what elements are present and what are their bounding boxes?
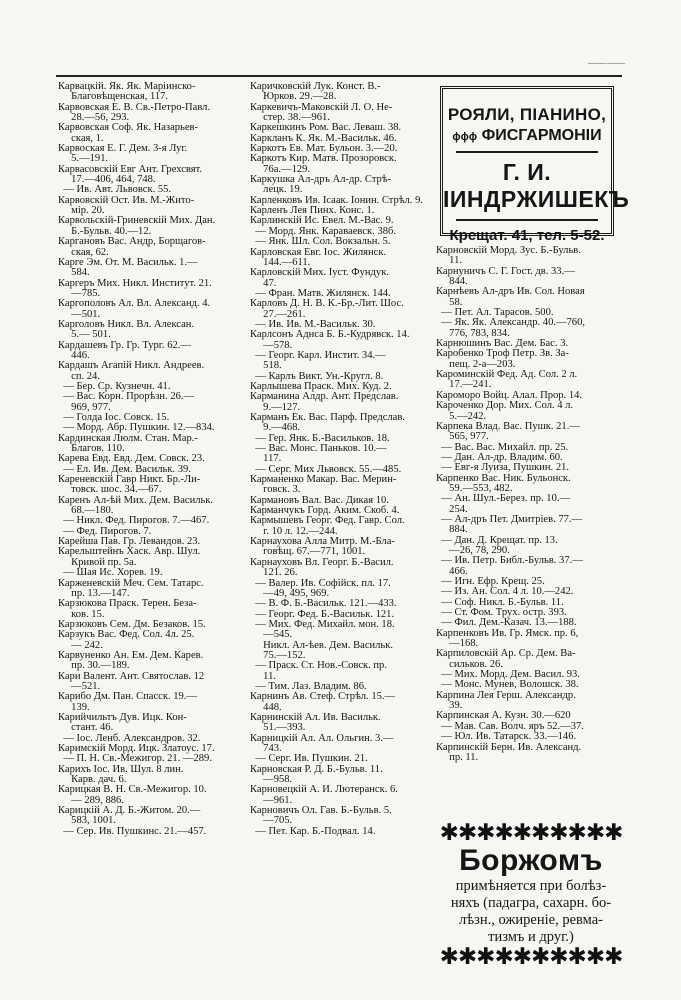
directory-entry-line: — Ан. Шул.-Берез. пр. 10.— <box>436 493 571 505</box>
directory-entry-line: стант. 46. <box>58 722 114 734</box>
directory-entry-line: Карленковъ Ив. Ісаак. Іонин. Стрѣл. 9. <box>250 194 423 206</box>
directory-entry-line: 47. <box>250 277 277 289</box>
directory-entry-line: 448. <box>250 701 282 713</box>
directory-entry-line: 5.—191. <box>58 153 109 165</box>
directory-entry-line: —961. <box>250 794 293 806</box>
directory-entry-line: — Мих. Морд. Дем. Васил. 93. <box>436 669 580 681</box>
ad-address: Крещат. 41, тел. 5-52. <box>449 227 605 244</box>
directory-entry-line: Карловскій Мих. Іуст. Фундук. <box>250 267 389 279</box>
directory-entry-line: Карийчильтъ Дув. Ицк. Кон- <box>58 711 187 723</box>
directory-entry-line: — Шая Ис. Хорев. 19. <box>58 567 163 579</box>
directory-entry-line: Каргеръ Мих. Никл. Институт. 21. <box>58 277 212 289</box>
ad-company-name: Г. И. ІИНДРЖИШЕКЪ <box>443 159 630 212</box>
directory-entry-line: — Георг. Карл. Инстит. 34.— <box>250 349 386 361</box>
directory-entry-line: — Ел. Ив. Дем. Васильк. 39. <box>58 463 191 475</box>
directory-entry-line: 583, 1001. <box>58 815 117 827</box>
directory-entry-line: лецк. 19. <box>250 184 303 196</box>
directory-entry-line: Карпека Влад. Вас. Пушк. 21.— <box>436 420 580 432</box>
ad-line-harmoniums <box>443 127 611 145</box>
directory-entry-line: 969, 977. <box>58 401 111 413</box>
directory-entry-line: — Пет. Ал. Тарасов. 500. <box>436 307 554 319</box>
directory-entry-line: пр. 13.—147. <box>58 587 130 599</box>
directory-entry-line: Карге Эм. От. М. Васильк. 1.— <box>58 256 198 268</box>
directory-entry-line: Карпинскій Берн. Ив. Александ. <box>436 741 582 753</box>
directory-entry-line: 254. <box>436 503 468 515</box>
directory-entry-line: — Соф. Никл. Б.-Бульв. 11. <box>436 596 564 608</box>
borzhom-line: примѣняется при болѣз- <box>455 878 607 894</box>
directory-entry-line: 27.—261. <box>250 308 306 320</box>
directory-entry-line: — Мих. Фед. Михайл. мон. 18. <box>250 618 395 630</box>
directory-entry-line: — Вас. Корн. Прорѣзн. 26.— <box>58 391 195 403</box>
directory-entry-line: — Тим. Лаз. Владим. 86. <box>250 680 367 692</box>
directory-entry-line: Кармановъ Вал. Вас. Дикая 10. <box>250 494 389 506</box>
directory-entry-line: — Из. Ан. Сол. 4 л. 10.—242. <box>436 586 574 598</box>
directory-entry-line: — Іос. Ленб. Александров. 32. <box>58 732 201 744</box>
directory-entry-line: — Сер. Ив. Пушкинс. 21.—457. <box>58 825 207 837</box>
directory-entry-line: Карвасовскій Евг Ант. Грехсвят. <box>58 163 203 175</box>
directory-entry-line: Карлсонъ Аднса Б. Б.-Кудрявск. 14. <box>250 329 410 341</box>
directory-entry-line: ская, 62. <box>58 246 109 258</box>
directory-entry-line: 17.—241. <box>436 379 492 391</box>
directory-entry-line: Карзукъ Вас. Фед. Сол. 4л. 25. <box>58 629 195 641</box>
directory-entry-line: 51.—393. <box>250 722 306 734</box>
directory-entry-line: товск. шос. 34.—67. <box>58 484 162 496</box>
directory-entry-line: —168. <box>436 638 479 650</box>
directory-entry-line: пр. 30.—189. <box>58 660 130 672</box>
directory-entry-line: 466. <box>436 565 468 577</box>
page-mark: —— <box>588 52 626 72</box>
directory-entry-line: — Дан. Д. Крещат. пр. 13. <box>436 534 558 546</box>
directory-entry-line: Каркевичъ-Маковскій Л. О. Не- <box>250 101 393 113</box>
directory-entry-line: — Пет. Кар. Б.-Подвал. 14. <box>250 825 376 837</box>
directory-entry-line: Кардинская Люлм. Стан. Мар.- <box>58 432 198 444</box>
directory-entry-line: сп. 24. <box>58 370 100 382</box>
directory-entry-line: — Серг. Мих Львовск. 55.—485. <box>250 463 402 475</box>
directory-entry-line: 76а.—129. <box>250 163 311 175</box>
directory-entry-line: 59.—553, 482. <box>436 482 513 494</box>
directory-entry-line: Карпенковъ Ив. Гр. Ямск. пр. 6, <box>436 627 579 639</box>
directory-entry-line: Каркотъ Ев. Мат. Бульон. 3.—20. <box>250 143 398 155</box>
ornament-icon: ɸɸɸ <box>452 131 478 143</box>
directory-entry-line: 28.—56, 293. <box>58 112 130 124</box>
directory-entry-line: Карновскій Морд. Зус. Б.-Бульв. <box>436 245 581 256</box>
directory-entry-line: Никл. Ал-ѣев. Дем. Васильк. <box>250 639 393 651</box>
directory-entry-line: Кароморо Войц. Алал. Прор. 14. <box>436 389 583 401</box>
directory-entry-line: —785. <box>58 287 101 299</box>
directory-entry-line: — Георг. Фед. Б.-Васильк. 121. <box>250 608 395 620</box>
directory-entry-line: 565, 977. <box>436 431 489 443</box>
directory-entry-line: — Гер. Янк. Б.-Васильков. 18. <box>250 432 390 444</box>
directory-column-3 <box>436 246 624 763</box>
directory-entry-line: 17.—406, 464, 748. <box>58 174 156 186</box>
directory-entry-line: Карнинъ Ав. Стеф. Стрѣл. 15.— <box>250 691 396 703</box>
directory-entry-line: — Ив. Петр. Библ.-Бульв. 37.— <box>436 555 583 567</box>
directory-entry-line: Карнюшинъ Вас. Дем. Бас. 3. <box>436 338 569 350</box>
directory-entry-line: — Бер. Ср. Кузнечн. 41. <box>58 380 171 392</box>
directory-entry-line: 584. <box>58 267 90 279</box>
directory-entry-line: Каробенко Троф Петр. Зв. За- <box>436 348 569 360</box>
piano-advertisement <box>440 86 630 244</box>
directory-entry-line: 5.— 501. <box>58 329 111 341</box>
directory-entry-line: Карманчукъ Горд. Аким. Скоб. 4. <box>250 505 400 517</box>
directory-entry-line: Карвовская Соф. Як. Назарьев- <box>58 122 199 134</box>
directory-entry-line: Карзюкова Праск. Терен. Беза- <box>58 598 197 610</box>
directory-entry-line: — Морд. Янк. Караваевск. 38б. <box>250 225 396 237</box>
directory-entry-line: — Ив. Авт. Львовск. 55. <box>58 184 172 196</box>
ad-rule-bottom <box>456 219 597 221</box>
directory-entry-line: Карголовъ Никл. Вл. Алексан. <box>58 318 195 330</box>
directory-entry-line: 5.—242. <box>436 410 487 422</box>
directory-entry-line: Кардашъ Агапій Никл. Андреев. <box>58 360 205 372</box>
directory-entry-line: Карв. дач. 6. <box>58 774 127 786</box>
directory-entry-line: стер. 38.—961. <box>250 112 330 124</box>
directory-entry-line: Карманенко Макар. Вас. Мерин- <box>250 474 397 486</box>
directory-entry-line: 58. <box>436 296 463 308</box>
directory-entry-line: сильков. 26. <box>436 658 503 670</box>
directory-entry-line: — Вас. Вас. Михайл. пр. 25. <box>436 441 569 453</box>
directory-entry-line: Благов. 110. <box>58 443 125 455</box>
directory-entry-line: Карнинскій Ал. Ив. Васильк. <box>250 711 381 723</box>
directory-entry-line: —501. <box>58 308 101 320</box>
directory-entry-line: Благовѣщенская, 117. <box>58 91 169 103</box>
directory-entry-line: — Никл. Фед. Пирогов. 7.—467. <box>58 515 210 527</box>
directory-entry-line: Карейша Пав. Гр. Левандов. 23. <box>58 536 201 548</box>
directory-entry-line: пещ. 2-а—203. <box>436 358 516 370</box>
directory-entry-line: Карвуненко Ан. Ем. Дем. Карев. <box>58 649 204 661</box>
directory-entry-line: Юрков. 29.—28. <box>250 91 337 103</box>
directory-entry-line: Карвацкій. Як. Як. Маріинско- <box>58 81 196 92</box>
directory-entry-line: говѣщ. 67.—771, 1001. <box>250 546 366 558</box>
directory-entry-line: — Игн. Ефр. Крещ. 25. <box>436 576 545 587</box>
directory-entry-line: Карманина Алдр. Ант. Предслав. <box>250 391 399 403</box>
directory-entry-line: Карновецкій А. И. Лютеранск. 6. <box>250 784 398 796</box>
directory-entry-line: Каркланъ К. Як. М.-Васильк. 46. <box>250 132 397 144</box>
directory-entry-line: Карнѣевъ Ал-дръ Ив. Сол. Новая <box>436 286 585 298</box>
directory-entry-line: ская, 1. <box>58 132 104 144</box>
directory-entry-line: 518. <box>250 360 282 372</box>
directory-entry-line: Карева Евд. Евд. Дем. Совск. 23. <box>58 453 205 465</box>
directory-entry-line: — Ив. Ив. М.-Васильк. 30. <box>250 318 376 330</box>
star-border-top-icon: ✱✱✱✱✱✱✱✱✱✱ <box>439 820 623 846</box>
directory-entry-line: Карженевскій Меч. Сем. Татарс. <box>58 577 204 589</box>
directory-entry-line: 776, 783, 834. <box>436 327 510 339</box>
directory-entry-line: Кароминскій Фед. Ад. Сол. 2 л. <box>436 369 578 381</box>
directory-entry-line: 884. <box>436 524 468 536</box>
ad-rule-top <box>456 151 597 153</box>
directory-entry-line: Каргановъ Вас. Андр, Борщагов- <box>58 236 206 248</box>
directory-entry-line: г. 10 л. 12.—244. <box>250 525 338 537</box>
directory-entry-line: міp. 20. <box>58 205 105 217</box>
directory-entry-line: — 289, 886. <box>58 794 124 806</box>
directory-entry-line: Карницкій Ал. Ал. Ольгин. 3.— <box>250 732 394 744</box>
directory-entry-line: Карзюковъ Сем. Дм. Безаков. 15. <box>58 618 206 630</box>
directory-entry-line: — Як. Як. Александр. 40.—760, <box>436 317 585 329</box>
directory-entry-line: Каркотъ Кир. Матв. Прозоровск. <box>250 153 397 165</box>
borzhom-title: Боржомъ <box>459 844 603 877</box>
directory-column-2 <box>250 82 432 837</box>
directory-entry-line: Карнауховъ Вл. Георг. Б.-Васил. <box>250 556 394 568</box>
directory-entry-line: Карицкій А. Д. Б.-Житом. 20.— <box>58 805 201 817</box>
directory-entry-line: 446. <box>58 349 90 361</box>
directory-entry-line: Кареневскій Гавр Никт. Бр.-Ли- <box>58 474 201 486</box>
directory-entry-line: Карпина Лея Герш. Александр. <box>436 689 576 701</box>
directory-entry-line: —49, 495, 969. <box>250 587 330 599</box>
directory-entry-line: Кривой пр. 5а. <box>58 556 137 568</box>
directory-entry-line: —578. <box>250 339 293 351</box>
directory-entry-line: Б.-Бульв. 40.—12. <box>58 225 152 237</box>
directory-column-1 <box>58 82 246 837</box>
borzhom-line: лѣзн., ожиреніе, ревма- <box>459 912 603 928</box>
directory-entry-line: 9.—468. <box>250 422 301 434</box>
directory-entry-line: — 242. <box>58 639 103 651</box>
borzhom-advertisement <box>436 822 626 992</box>
borzhom-body <box>436 878 626 946</box>
directory-entry-line: — П. Н. Св.-Межигор. 21. —289. <box>58 753 212 765</box>
directory-entry-line: 121. 26. <box>250 567 298 579</box>
directory-entry-line: 844. <box>436 276 468 288</box>
directory-entry-line: Карвольскій-Гриневскій Мих. Дан. <box>58 215 216 227</box>
directory-entry-line: — Юл. Ив. Татарск. 33.—146. <box>436 731 577 743</box>
directory-entry-line: Каренъ Ал-ѣй Мих. Дем. Васильк. <box>58 494 214 506</box>
ad-line-pianos: РОЯЛИ, ПІАНИНО, <box>447 105 607 124</box>
star-border-bottom-icon: ✱✱✱✱✱✱✱✱✱✱ <box>439 944 623 970</box>
directory-entry-line: Кари Валент. Ант. Святослав. 12 <box>58 670 205 682</box>
directory-entry-line: Карпенко Вас. Ник. Бульонск. <box>436 472 571 484</box>
directory-entry-line: 11. <box>250 670 276 682</box>
directory-entry-line: Каркушка Ал-дръ Ал-др. Стрѣ- <box>250 174 392 186</box>
directory-entry-line: 9.—127. <box>250 401 301 413</box>
directory-entry-line: Карновская Р. Д. Б.-Бульв. 11. <box>250 763 383 775</box>
directory-entry-line: —545. <box>250 629 293 641</box>
directory-entry-line: 139. <box>58 701 90 713</box>
directory-entry-line: —521. <box>58 680 101 692</box>
directory-entry-line: Карленъ Лея Пинх. Конс. 1. <box>250 205 375 217</box>
directory-entry-line: пр. 11. <box>436 751 479 763</box>
directory-entry-line: — Валер. Ив. Софійск. пл. 17. <box>250 577 391 589</box>
borzhom-line: тизмъ и друг.) <box>488 929 574 945</box>
directory-entry-line: Карнуничъ С. Г. Гост. дв. 33.— <box>436 265 575 277</box>
directory-entry-line: Карманъ Ек. Вас. Парф. Предслав. <box>250 412 405 423</box>
directory-entry-line: — Морд. Абр. Пушкин. 12.—834. <box>58 422 215 434</box>
directory-entry-line: 68.—180. <box>58 505 114 517</box>
directory-entry-line: 144.—611. <box>250 256 311 268</box>
directory-entry-line: Кардашевъ Гр. Гр. Тург. 62.— <box>58 339 191 351</box>
directory-entry-line: 11. <box>436 255 462 267</box>
directory-entry-line: ков. 15. <box>58 608 105 620</box>
directory-entry-line: — Вас. Монс. Паньков. 10.— <box>250 443 387 455</box>
borzhom-line: няхъ (падагра, сахарн. бо- <box>450 895 612 911</box>
top-divider <box>56 75 622 77</box>
directory-entry-line: Карпиловскій Ар. Ср. Дем. Ва- <box>436 648 576 660</box>
directory-entry-line: Карицкая В. Н. Св.-Межигор. 10. <box>58 784 207 796</box>
directory-entry-line: — Монс. Мунев, Волошск. 38. <box>436 679 579 691</box>
directory-entry-line: — Евг-я Луиза, Пушкин. 21. <box>436 462 570 474</box>
directory-entry-line: — Ал-дръ Пет. Дмитріев. 77.— <box>436 513 583 525</box>
directory-entry-line: — Серг. Ив. Пушкин. 21. <box>250 753 368 765</box>
directory-entry-line: Карвовскій Ост. Ив. М.-Жито- <box>58 194 195 206</box>
directory-entry-line: —705. <box>250 815 293 827</box>
directory-entry-line: Каричковскій Лук. Конст. В.- <box>250 81 381 92</box>
ad-harmoniums-text: ФИСГАРМОНІИ <box>481 127 602 144</box>
directory-entry-line: —958. <box>250 774 293 786</box>
directory-entry-line: Карновичъ Ол. Гав. Б.-Бульв. 5. <box>250 805 392 817</box>
directory-entry-line: — Праск. Ст. Нов.-Совск. пр. <box>250 660 387 672</box>
directory-entry-line: — Карлъ Викт. Ун.-Кругл. 8. <box>250 370 384 382</box>
directory-entry-line: Каркешкинъ Ром. Вас. Леваш. 38. <box>250 122 402 134</box>
directory-entry-line: 75.—152. <box>250 649 306 661</box>
directory-entry-line: — Голда Іос. Совск. 15. <box>58 412 170 423</box>
directory-entry-line: Карлышева Праск. Мих. Куд. 2. <box>250 380 392 392</box>
directory-entry-line: Кароченко Дор. Мих. Сол. 4 л. <box>436 400 574 412</box>
directory-entry-line: — Фран. Матв. Жилянск. 144. <box>250 287 391 299</box>
directory-entry-line: Карвоская Е. Г. Дем. 3-я Луг. <box>58 143 188 155</box>
directory-entry-line: Карловъ Д. Н. В. К.-Бр.-Лит. Шос. <box>250 298 404 310</box>
directory-entry-line: 117. <box>250 453 282 465</box>
directory-entry-line: — Мав. Сав. Волч. яръ 52.—37. <box>436 720 584 732</box>
directory-entry-line: Каргополовъ Ал. Вл. Александ. 4. <box>58 298 211 310</box>
directory-entry-line: — Фил. Дем.-Казач. 13.—188. <box>436 617 577 629</box>
directory-entry-line: Карихъ Іос. Ив. Шул. 8 лин. <box>58 763 184 775</box>
directory-entry-line: Карнаухова Алла Митр. М.-Бла- <box>250 536 395 548</box>
directory-entry-line: Каримскій Морд. Ицк. Златоус. 17. <box>58 743 215 754</box>
directory-entry-line: говск. 3. <box>250 484 301 496</box>
directory-entry-line: Карибо Дм. Пан. Спасск. 19.— <box>58 691 197 703</box>
directory-entry-line: — Ст. Фом. Трух. остр. 393. <box>436 607 567 619</box>
directory-entry-line: Карлинскій Ис. Евел. М.-Вас. 9. <box>250 215 394 227</box>
directory-entry-line: Карпинская А. Кузн. 30.—620 <box>436 710 571 722</box>
directory-entry-line: — В. Ф. Б.-Васильк. 121.—433. <box>250 598 397 610</box>
directory-entry-line: 743. <box>250 743 282 754</box>
directory-entry-line: — Янк. Шл. Сол. Вокзальн. 5. <box>250 236 391 248</box>
directory-entry-line: —26, 78, 290. <box>436 544 510 556</box>
directory-entry-line: Карловская Евг. Іос. Жилянск. <box>250 246 387 258</box>
directory-entry-line: Карельштейнъ Хаск. Авр. Шул. <box>58 546 201 558</box>
directory-entry-line: Карвовская Е. В. Св.-Петро-Павл. <box>58 101 211 113</box>
directory-entry-line: 39. <box>436 700 463 712</box>
directory-entry-line: — Дан. Ал-др. Владим. 60. <box>436 451 563 463</box>
directory-entry-line: Кармышевъ Георг. Фед. Гавр. Сол. <box>250 515 405 527</box>
directory-entry-line: — Фед. Пирогов. 7. <box>58 525 152 537</box>
